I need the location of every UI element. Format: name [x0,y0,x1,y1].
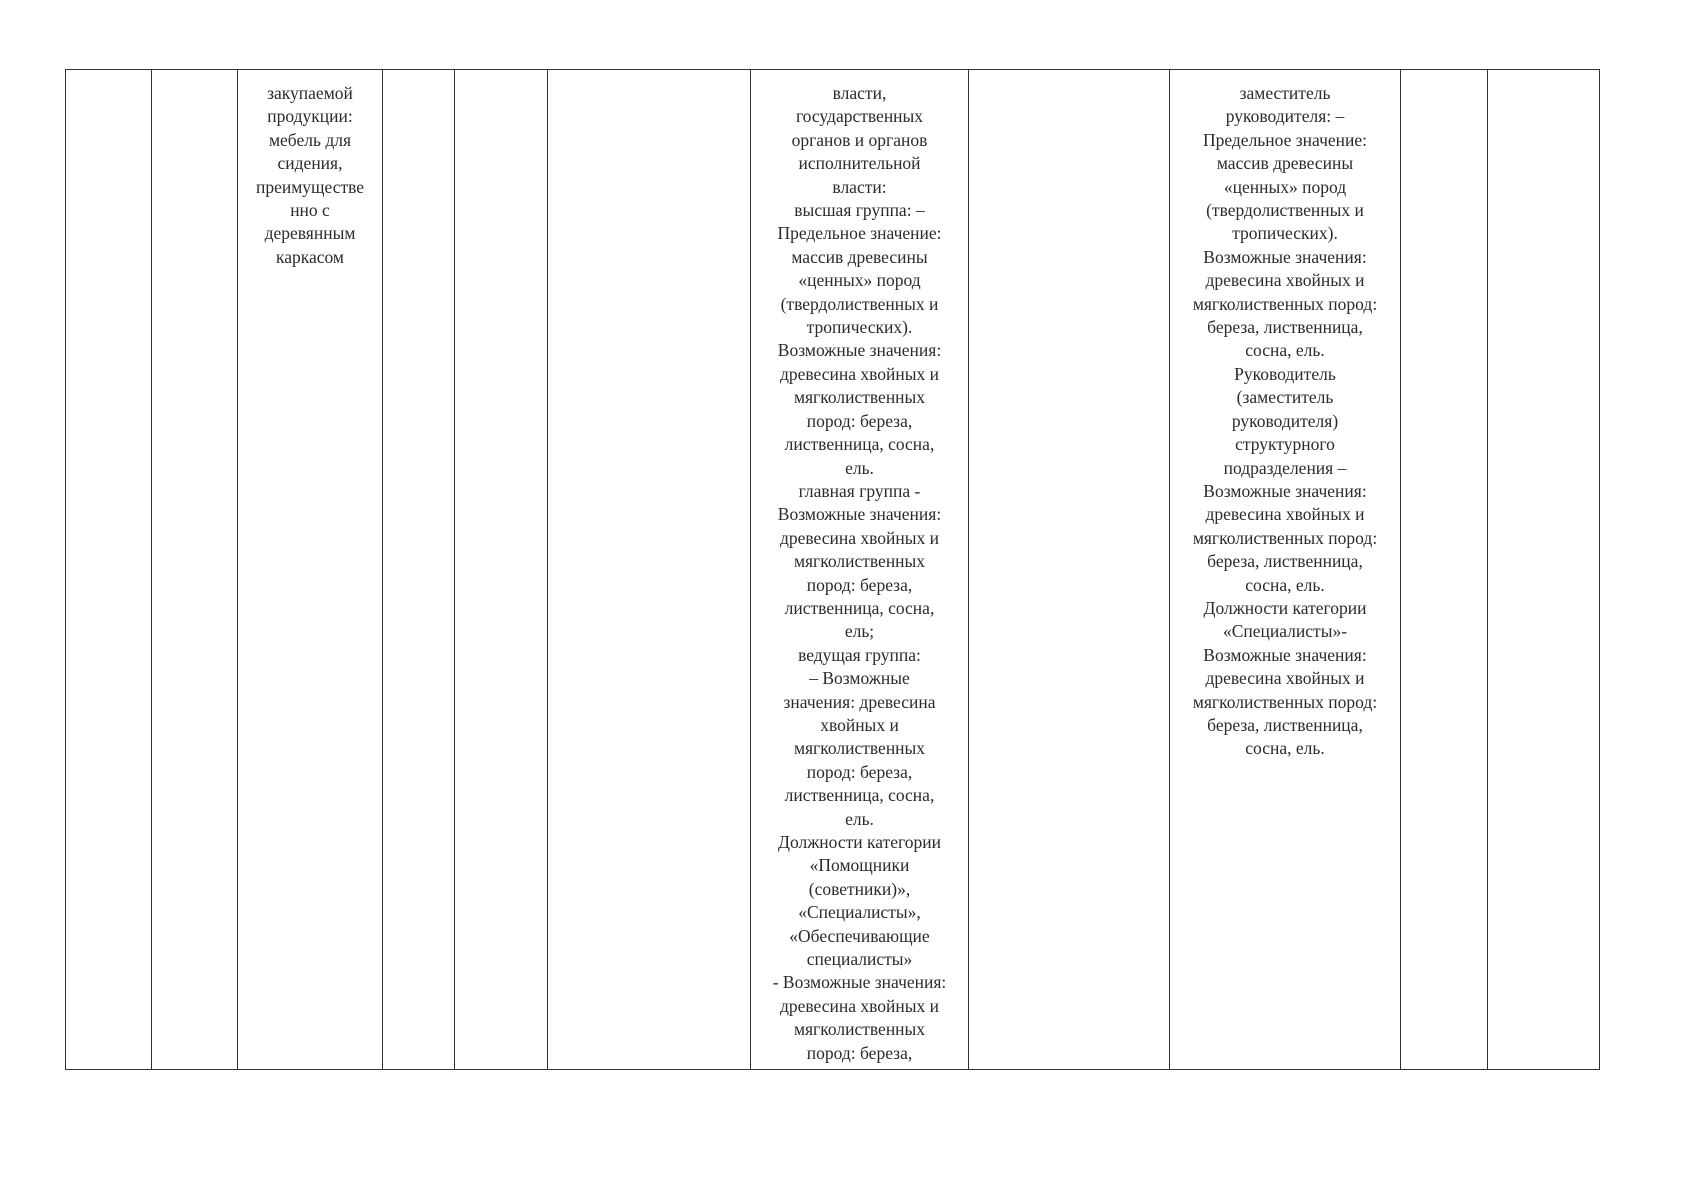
table-cell-product-name [238,70,383,1070]
table-cell-col-1 [66,70,152,1070]
table-row [66,70,1600,1070]
table-cell-col-6 [548,70,751,1070]
cell-text: закупаемой продукции: мебель для сидения, преимуществе нно с деревянным каркасом [255,83,365,267]
table-cell-col-2 [152,70,238,1070]
table-cell-col-8 [969,70,1170,1070]
table-cell-col-4 [383,70,455,1070]
cell-text: власти, государственных органов и органов исполнительной власти: высшая группа: – Предельное значение: массив древесины «ценных» пород (твердолиственных и тропических). Возможные значения: древесина хвойных и мягколиственных пород: береза, лиственница, сосна, ель. главная группа - Возможные значения: древесина хвойных и мягколиственных пород: береза, лиственница, сосна, ель; ведущая группа: – Возможные значения: древесина хвойных и мягколиственных пород: береза, лиственница, сосна, ель. Должности категории «Помощники (советники)», «Специалисты», «Обеспечивающие специалисты» - Возможные значения: древесина хвойных и мягколиственных пород: береза, [772,83,947,1063]
table-cell-material-groups [751,70,969,1070]
table-cell-material-positions [1170,70,1401,1070]
table-cell-col-5 [455,70,548,1070]
specification-table [65,69,1600,1070]
table-cell-col-10 [1401,70,1488,1070]
cell-text: заместитель руководителя: – Предельное значение: массив древесины «ценных» пород (твердолиственных и тропических). Возможные значения: древесина хвойных и мягколиственных пород: береза, лиственница, сосна, ель. Руководитель (заместитель руководителя) структурного подразделения – Возможные значения: древесина хвойных и мягколиственных пород: береза, лиственница, сосна, ель. Должности категории «Специалисты»- Возможные значения: древесина хвойных и мягколиственных пород: береза, лиственница, сосна, ель. [1192,83,1378,759]
table-cell-col-11 [1488,70,1600,1070]
